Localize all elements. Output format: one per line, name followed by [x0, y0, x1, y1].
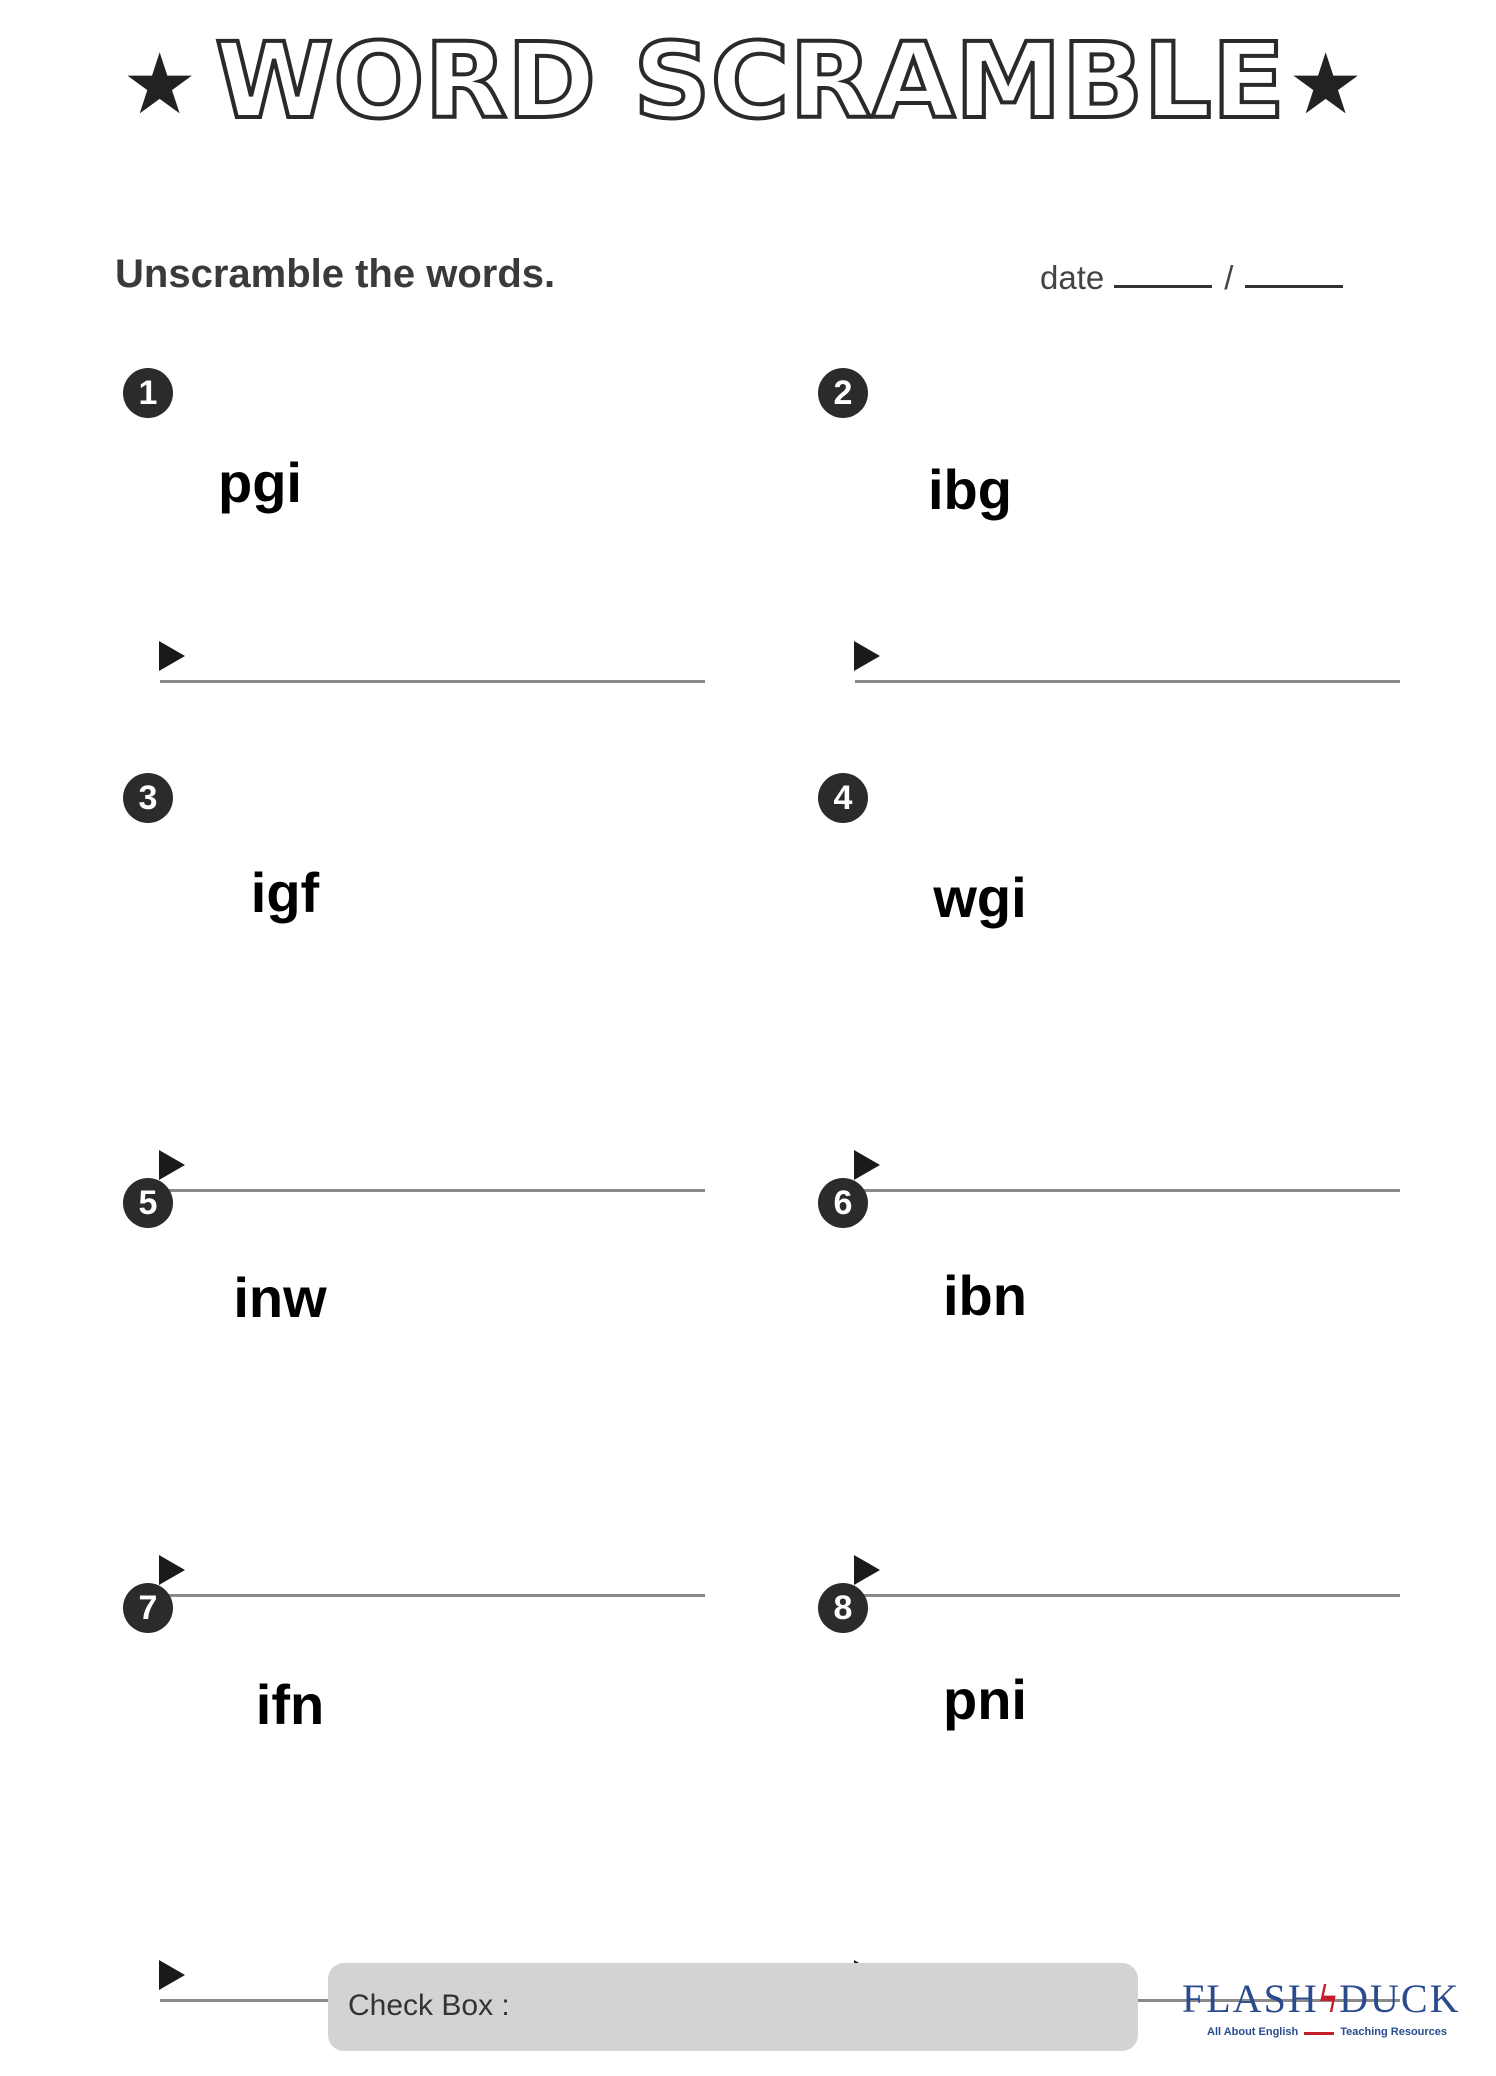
question-number-badge: 5: [123, 1178, 173, 1228]
question-number-badge: 2: [818, 368, 868, 418]
answer-line[interactable]: [855, 1189, 1400, 1192]
play-arrow-icon: [854, 641, 880, 671]
answer-line[interactable]: [855, 680, 1400, 683]
play-arrow-icon: [854, 1150, 880, 1180]
scrambled-word: wgi: [933, 866, 1027, 929]
scrambled-word: pgi: [218, 451, 302, 514]
answer-line[interactable]: [160, 680, 705, 683]
date-field: [1040, 259, 1353, 297]
book-icon: [1304, 2022, 1334, 2035]
lightning-bolt-icon: ϟ: [1318, 1976, 1340, 2021]
logo-tagline-right: Teaching Resources: [1340, 2026, 1448, 2038]
play-arrow-icon: [159, 1150, 185, 1180]
date-label: date: [1040, 259, 1105, 296]
star-right-icon: ★: [1288, 37, 1364, 131]
scrambled-word: ibg: [928, 458, 1012, 521]
check-box-label: Check Box :: [348, 1989, 510, 2022]
question-number-badge: 4: [818, 773, 868, 823]
answer-line[interactable]: [160, 1594, 705, 1597]
scrambled-word: ibn: [943, 1264, 1027, 1327]
logo-tagline-left: All About English: [1207, 2026, 1299, 2038]
question-number-badge: 3: [123, 773, 173, 823]
logo-tagline: [1207, 2022, 1447, 2038]
play-arrow-icon: [159, 1555, 185, 1585]
play-arrow-icon: [854, 1555, 880, 1585]
date-separator: /: [1224, 259, 1234, 296]
play-arrow-icon: [159, 1960, 185, 1990]
instruction-text: Unscramble the words.: [115, 252, 556, 296]
title-banner: [0, 30, 1496, 140]
date-blank-month[interactable]: [1114, 285, 1212, 288]
star-left-icon: ★: [122, 37, 198, 131]
scrambled-word: pni: [943, 1668, 1027, 1731]
scrambled-word: ifn: [255, 1673, 325, 1736]
flash-duck-logo: [1182, 1975, 1482, 2045]
date-blank-day[interactable]: [1245, 285, 1343, 288]
question-number-badge: 8: [818, 1583, 868, 1633]
logo-text-right: DUCK: [1339, 1976, 1461, 2021]
question-number-badge: 1: [123, 368, 173, 418]
play-arrow-icon: [159, 641, 185, 671]
check-box[interactable]: [328, 1963, 1138, 2051]
question-number-badge: 6: [818, 1178, 868, 1228]
scrambled-word: inw: [233, 1266, 327, 1329]
answer-line[interactable]: [855, 1594, 1400, 1597]
scrambled-word: igf: [250, 861, 320, 924]
title-graphic: [205, 35, 1295, 135]
logo-wordmark: [1182, 1975, 1460, 2022]
answer-line[interactable]: [160, 1189, 705, 1192]
page-title: WORD SCRAMBLE: [215, 35, 1285, 135]
question-number-badge: 7: [123, 1583, 173, 1633]
logo-text-left: FLASH: [1182, 1976, 1319, 2021]
